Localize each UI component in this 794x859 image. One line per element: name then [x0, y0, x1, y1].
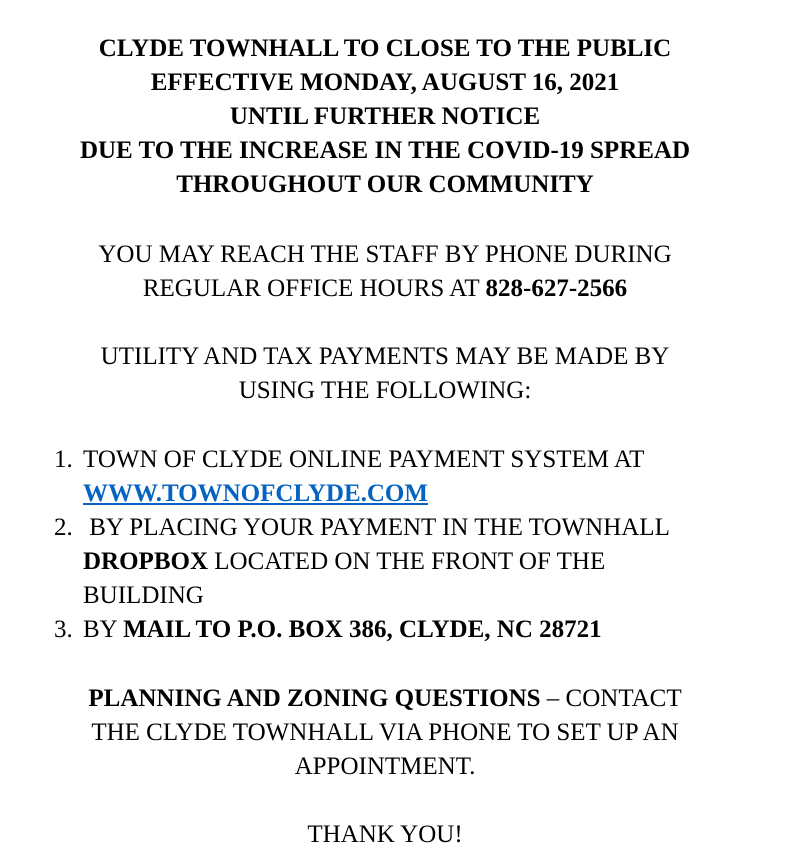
headline-line: DUE TO THE INCREASE IN THE COVID-19 SPREAD [79, 137, 691, 164]
list-item-text-part: BY [83, 616, 124, 643]
planning-line: APPOINTMENT. [294, 753, 476, 780]
phone-number: 828-627-2566 [485, 275, 628, 302]
headline-line: THROUGHOUT OUR COMMUNITY [176, 171, 594, 198]
payments-line: UTILITY AND TAX PAYMENTS MAY BE MADE BY [100, 343, 670, 370]
planning-line [0, 682, 770, 716]
payments-line: USING THE FOLLOWING: [238, 377, 532, 404]
list-item-text: TOWN OF CLYDE ONLINE PAYMENT SYSTEM AT [83, 446, 645, 473]
list-item [54, 613, 670, 647]
list-number: 2. [54, 514, 73, 541]
list-item [54, 443, 670, 511]
list-number: 1. [54, 446, 73, 473]
payments-intro [0, 340, 770, 408]
dropbox-label: DROPBOX [83, 548, 208, 575]
phone-notice-line: YOU MAY REACH THE STAFF BY PHONE DURING [98, 241, 672, 268]
list-item-text-part: BY PLACING YOUR PAYMENT IN THE TOWNHALL [89, 514, 670, 541]
planning-heading: PLANNING AND ZONING QUESTIONS [88, 685, 541, 712]
planning-line: THE CLYDE TOWNHALL VIA PHONE TO SET UP AN [91, 719, 679, 746]
headline [0, 32, 770, 202]
list-item [54, 511, 670, 613]
mailing-address: MAIL TO P.O. BOX 386, CLYDE, NC 28721 [123, 616, 602, 643]
list-item-text: BUILDING [83, 582, 204, 609]
list-item-text [83, 545, 670, 579]
phone-notice-line [0, 272, 770, 306]
list-number: 3. [54, 616, 73, 643]
headline-line: UNTIL FURTHER NOTICE [229, 103, 541, 130]
phone-notice [0, 238, 770, 306]
headline-line: EFFECTIVE MONDAY, AUGUST 16, 2021 [150, 69, 620, 96]
list-item-text [83, 613, 670, 647]
website-link[interactable]: WWW.TOWNOFCLYDE.COM [83, 480, 428, 507]
planning-notice [0, 682, 770, 784]
headline-line: CLYDE TOWNHALL TO CLOSE TO THE PUBLIC [98, 35, 672, 62]
phone-notice-text: REGULAR OFFICE HOURS AT [142, 275, 486, 302]
list-item-link-line [83, 477, 670, 511]
payment-options-list [54, 443, 670, 647]
list-item-text [83, 511, 670, 545]
closing-thanks: THANK YOU! [307, 821, 463, 848]
planning-text: – CONTACT [540, 685, 682, 712]
list-item-text-part: LOCATED ON THE FRONT OF THE [208, 548, 606, 575]
